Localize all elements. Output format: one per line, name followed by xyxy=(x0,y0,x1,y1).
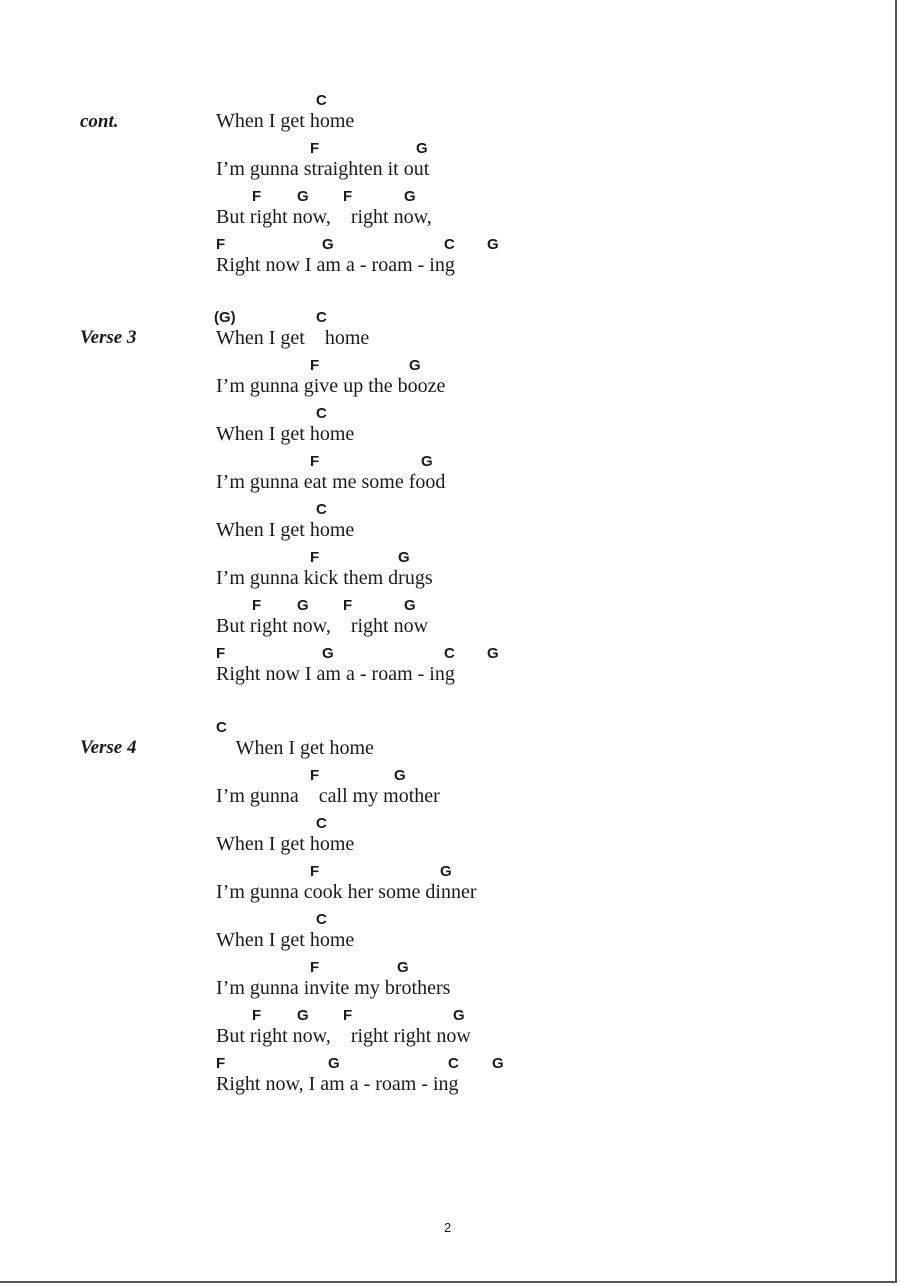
song-line xyxy=(0,237,897,285)
chord: F xyxy=(216,645,226,662)
lyric-line: When I get home xyxy=(216,737,374,759)
lyric-line: I’m gunna call my mother xyxy=(216,785,440,807)
lyric-line: Right now I am a - roam - ing xyxy=(216,663,455,685)
chord: G xyxy=(398,549,410,566)
chord: C xyxy=(444,645,455,662)
chord: G xyxy=(322,645,334,662)
song-line xyxy=(0,550,897,598)
chord: C xyxy=(316,405,327,422)
song-line xyxy=(0,406,897,454)
song-line xyxy=(0,720,897,768)
chord: F xyxy=(310,863,320,880)
lyric-line: I’m gunna straighten it out xyxy=(216,158,430,180)
lyric-line: Right now, I am a - roam - ing xyxy=(216,1073,459,1095)
lyric-line: When I get home xyxy=(216,110,355,132)
song-line xyxy=(0,1056,897,1104)
song-line xyxy=(0,864,897,912)
song-line xyxy=(0,454,897,502)
chord: G xyxy=(492,1055,504,1072)
section-label: cont. xyxy=(80,111,119,132)
chord: F xyxy=(310,549,320,566)
chord: G xyxy=(453,1007,465,1024)
chord: G xyxy=(322,236,334,253)
chord: G xyxy=(404,597,416,614)
lyric-line: I’m gunna give up the booze xyxy=(216,375,446,397)
chord: (G) xyxy=(214,309,236,326)
chord: F xyxy=(310,140,320,157)
song-line xyxy=(0,768,897,816)
chord: F xyxy=(252,597,262,614)
lyric-line: Right now I am a - roam - ing xyxy=(216,254,455,276)
lyric-line: I’m gunna invite my brothers xyxy=(216,977,451,999)
chord: C xyxy=(448,1055,459,1072)
chord: F xyxy=(216,1055,226,1072)
chord: G xyxy=(409,357,421,374)
chord: G xyxy=(421,453,433,470)
chord: C xyxy=(444,236,455,253)
lyric-line: When I get home xyxy=(216,929,355,951)
chord: G xyxy=(487,645,499,662)
song-line xyxy=(0,93,897,141)
lyric-line: I’m gunna cook her some dinner xyxy=(216,881,477,903)
song-line xyxy=(0,358,897,406)
lyric-line: But right now, right now, xyxy=(216,206,432,228)
chord: G xyxy=(416,140,428,157)
chord: C xyxy=(316,309,327,326)
song-line xyxy=(0,960,897,1008)
chord: G xyxy=(328,1055,340,1072)
lyric-line: When I get home xyxy=(216,423,355,445)
chord: G xyxy=(297,1007,309,1024)
chord: F xyxy=(343,1007,353,1024)
song-line xyxy=(0,189,897,237)
chord: C xyxy=(316,92,327,109)
lyric-line: When I get home xyxy=(216,833,355,855)
song-line xyxy=(0,141,897,189)
chord: G xyxy=(297,597,309,614)
chord: F xyxy=(310,357,320,374)
chord: G xyxy=(440,863,452,880)
section-label: Verse 3 xyxy=(80,327,137,348)
chord: G xyxy=(404,188,416,205)
song-line xyxy=(0,502,897,550)
song-line xyxy=(0,646,897,694)
lyric-line: I’m gunna eat me some food xyxy=(216,471,446,493)
song-line xyxy=(0,816,897,864)
section-label: Verse 4 xyxy=(80,737,137,758)
chord: G xyxy=(297,188,309,205)
lyric-line: I’m gunna kick them drugs xyxy=(216,567,433,589)
chord: C xyxy=(316,815,327,832)
lyric-line: When I get home xyxy=(216,327,370,349)
song-line xyxy=(0,310,897,358)
page-number: 2 xyxy=(444,1220,452,1235)
chord: G xyxy=(394,767,406,784)
chord: F xyxy=(343,597,353,614)
chord: C xyxy=(216,719,227,736)
chord: G xyxy=(397,959,409,976)
chord: G xyxy=(487,236,499,253)
chord: F xyxy=(343,188,353,205)
lyric-line: But right now, right now xyxy=(216,615,429,637)
chord: C xyxy=(316,911,327,928)
song-line xyxy=(0,598,897,646)
chord: F xyxy=(252,1007,262,1024)
lyric-line: But right now, right right now xyxy=(216,1025,471,1047)
song-line xyxy=(0,1008,897,1056)
chord: F xyxy=(310,959,320,976)
song-line xyxy=(0,912,897,960)
chord: C xyxy=(316,501,327,518)
lyric-line: When I get home xyxy=(216,519,355,541)
chord: F xyxy=(252,188,262,205)
chord: F xyxy=(310,767,320,784)
chord: F xyxy=(216,236,226,253)
chord: F xyxy=(310,453,320,470)
